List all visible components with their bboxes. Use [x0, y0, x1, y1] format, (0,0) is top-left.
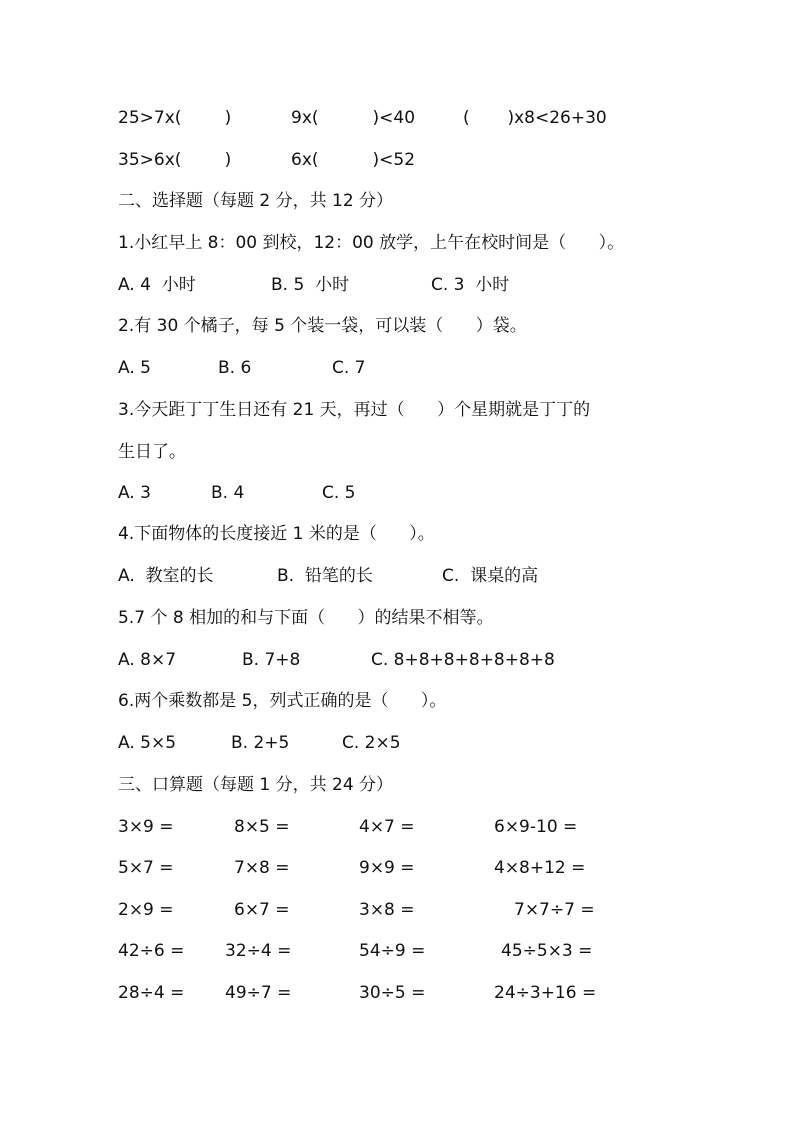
fill-in-row-1 [118, 104, 754, 132]
option-a: A. 4 小时 [118, 275, 196, 295]
mental-math-row [118, 937, 754, 965]
math-item: 6×7 = [234, 900, 290, 920]
option-b: B. 7+8 [242, 650, 301, 670]
option-a: A. 教室的长 [118, 566, 214, 586]
question-1-stem: 1.小红早上 8：00 到校，12：00 放学，上午在校时间是（ ）。 [118, 233, 625, 253]
inequality-item: 35>6x( ) [118, 150, 232, 170]
math-item: 42÷6 = [118, 941, 185, 961]
inequality-item: 6x( )<52 [291, 150, 416, 170]
option-c: C. 课桌的高 [442, 566, 539, 586]
question-6-stem: 6.两个乘数都是 5，列式正确的是（ ）。 [118, 691, 447, 711]
math-item: 9×9 = [359, 858, 415, 878]
math-item: 49÷7 = [225, 983, 292, 1003]
mental-math-row [118, 854, 754, 882]
inequality-item: ( )x8<26+30 [463, 108, 607, 128]
section-heading-mental-math: 三、口算题（每题 1 分，共 24 分） [118, 775, 394, 795]
math-item: 5×7 = [118, 858, 174, 878]
math-item: 28÷4 = [118, 983, 185, 1003]
math-item: 4×7 = [359, 817, 415, 837]
math-item: 6×9-10 = [494, 817, 578, 837]
math-item: 3×8 = [359, 900, 415, 920]
question-5-stem: 5.7 个 8 相加的和与下面（ ）的结果不相等。 [118, 608, 494, 628]
option-c: C. 7 [332, 358, 366, 378]
question-3-stem-line-2: 生日了。 [118, 442, 186, 462]
option-b: B. 5 小时 [271, 275, 350, 295]
math-item: 8×5 = [234, 817, 290, 837]
option-a: A. 5 [118, 358, 151, 378]
option-b: B. 4 [211, 483, 245, 503]
option-c: C. 8+8+8+8+8+8+8 [371, 650, 555, 670]
question-3-stem-line-1: 3.今天距丁丁生日还有 21 天，再过（ ）个星期就是丁丁的 [118, 400, 591, 420]
option-c: C. 5 [322, 483, 356, 503]
math-item: 2×9 = [118, 900, 174, 920]
mental-math-row [118, 896, 754, 924]
math-item: 4×8+12 = [494, 858, 586, 878]
option-b: B. 铅笔的长 [277, 566, 373, 586]
question-3-options [118, 479, 754, 507]
math-item: 7×8 = [234, 858, 290, 878]
question-2-options [118, 354, 754, 382]
question-2-stem: 2.有 30 个橘子，每 5 个装一袋，可以装（ ）袋。 [118, 316, 527, 336]
fill-in-row-2 [118, 146, 754, 174]
math-item: 45÷5×3 = [501, 941, 593, 961]
section-heading-choice: 二、选择题（每题 2 分，共 12 分） [118, 191, 394, 211]
math-item: 7×7÷7 = [514, 900, 595, 920]
inequality-item: 25>7x( ) [118, 108, 232, 128]
option-c: C. 2×5 [342, 733, 401, 753]
question-4-options [118, 562, 754, 590]
question-5-options [118, 646, 754, 674]
inequality-item: 9x( )<40 [291, 108, 416, 128]
question-1-options [118, 271, 754, 299]
math-item: 54÷9 = [359, 941, 426, 961]
option-a: A. 8×7 [118, 650, 177, 670]
option-c: C. 3 小时 [431, 275, 510, 295]
option-a: A. 5×5 [118, 733, 177, 753]
math-item: 24÷3+16 = [494, 983, 597, 1003]
option-a: A. 3 [118, 483, 151, 503]
mental-math-row [118, 813, 754, 841]
mental-math-row [118, 979, 754, 1007]
option-b: B. 2+5 [231, 733, 290, 753]
math-item: 32÷4 = [225, 941, 292, 961]
math-item: 30÷5 = [359, 983, 426, 1003]
option-b: B. 6 [218, 358, 252, 378]
math-item: 3×9 = [118, 817, 174, 837]
question-4-stem: 4.下面物体的长度接近 1 米的是（ ）。 [118, 524, 435, 544]
question-6-options [118, 729, 754, 757]
